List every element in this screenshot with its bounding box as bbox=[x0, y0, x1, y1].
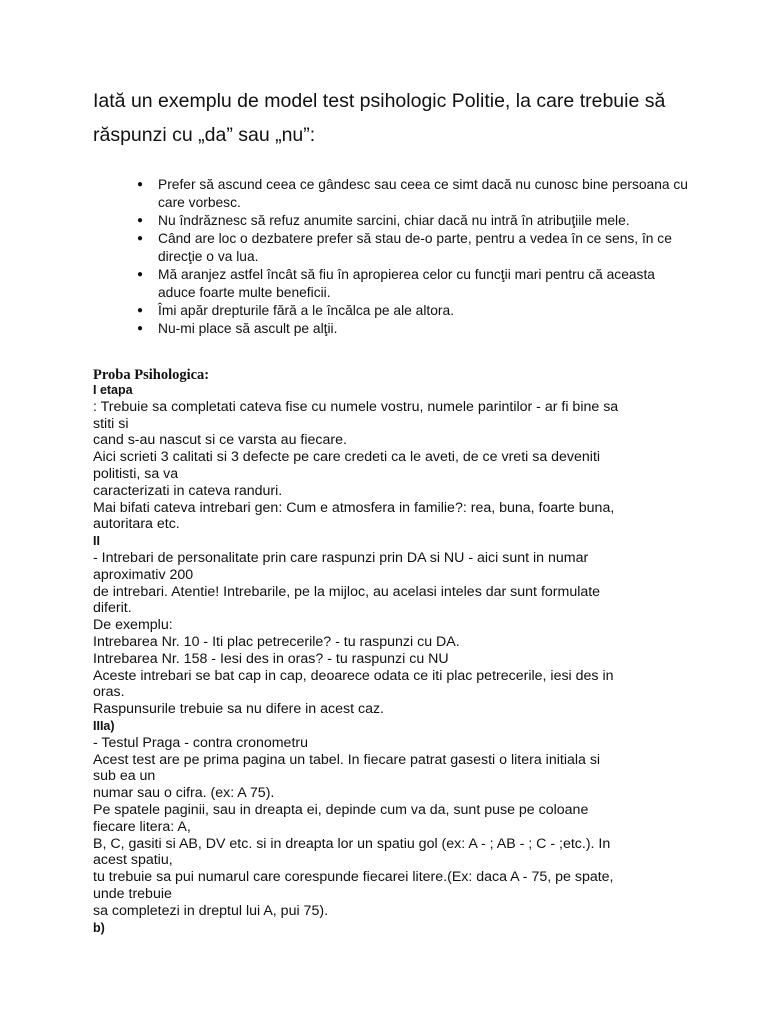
text-line: aproximativ 200 bbox=[93, 566, 194, 583]
section-heading: II bbox=[93, 534, 100, 549]
text-line: de intrebari. Atentie! Intrebarile, pe la mijloc, au acelasi inteles dar sunt formulate bbox=[93, 583, 601, 600]
list-item: ● Nu-mi place să ascult pe alţii. bbox=[93, 320, 693, 338]
text-line: numar sau o cifra. (ex: A 75). bbox=[93, 785, 275, 802]
section-title: Proba Psihologica: bbox=[93, 367, 210, 383]
text-line: tu trebuie sa pui numarul care corespunde fiecarei litere.(Ex: daca A - 75, pe spate, bbox=[93, 869, 614, 886]
text-line: : Trebuie sa completati cateva fise cu numele vostru, numele parintilor - ar fi bine sa bbox=[93, 398, 619, 415]
bullet-list bbox=[93, 176, 693, 338]
text-line: unde trebuie bbox=[93, 885, 172, 902]
section-heading: IIIa) bbox=[93, 718, 115, 733]
section-heading: I etapa bbox=[93, 383, 133, 397]
text-line: stiti si bbox=[93, 415, 129, 432]
list-item: ● Îmi apăr drepturile fără a le încălca pe ale altora. bbox=[93, 302, 693, 320]
text-line: Acest test are pe prima pagina un tabel. In fiecare patrat gasesti o litera initiala si bbox=[93, 751, 601, 768]
list-item: ● Nu îndrăznesc să refuz anumite sarcini, chiar dacă nu intră în atribuţiile mele. bbox=[93, 212, 693, 230]
text-line: Aceste intrebari se bat cap in cap, deoarece odata ce iti plac petrecerile, iesi des in bbox=[93, 667, 614, 684]
text-line: oras. bbox=[93, 684, 125, 701]
text-line: caracterizati in cateva randuri. bbox=[93, 482, 283, 499]
text-line: politisti, sa va bbox=[93, 465, 179, 482]
text-line: Pe spatele paginii, sau in dreapta ei, depinde cum va da, sunt puse pe coloane bbox=[93, 801, 589, 818]
text-line: De exemplu: bbox=[93, 617, 173, 634]
text-line: - Intrebari de personalitate prin care raspunzi prin DA si NU - aici sunt in numar bbox=[93, 549, 589, 566]
text-line: Intrebarea Nr. 10 - Iti plac petrecerile? - tu raspunzi cu DA. bbox=[93, 633, 460, 650]
text-line: sa completezi in dreptul lui A, pui 75). bbox=[93, 902, 329, 919]
text-line: Aici scrieti 3 calitati si 3 defecte pe care credeti ca le aveti, de ce vreti sa deveniti bbox=[93, 449, 601, 466]
list-item: ● Prefer să ascund ceea ce gândesc sau ceea ce simt dacă nu cunosc bine persoana cu care vorbesc. bbox=[93, 176, 693, 212]
section-body bbox=[93, 382, 683, 936]
text-line: cand s-au nascut si ce varsta au fiecare. bbox=[93, 432, 347, 449]
text-line: diferit. bbox=[93, 600, 132, 617]
text-line: Raspunsurile trebuie sa nu difere in acest caz. bbox=[93, 701, 385, 718]
text-line: Mai bifati cateva intrebari gen: Cum e atmosfera in familie?: rea, buna, foarte buna, bbox=[93, 499, 615, 516]
text-line: sub ea un bbox=[93, 768, 156, 785]
intro-title: Iată un exemplu de model test psihologic Politie, la care trebuie să răspunzi cu „da” sau „nu”: bbox=[93, 90, 666, 146]
text-line: B, C, gasiti si AB, DV etc. si in dreapta lor un spatiu gol (ex: A - ; AB - ; C - ;etc.). In bbox=[93, 835, 611, 852]
text-line: Intrebarea Nr. 158 - Iesi des in oras? - tu raspunzi cu NU bbox=[93, 650, 449, 667]
text-line: - Testul Praga - contra cronometru bbox=[93, 734, 309, 751]
section-heading: b) bbox=[93, 920, 105, 935]
list-item: ● Când are loc o dezbatere prefer să stau de-o parte, pentru a vedea în ce sens, în ce direcţie o va lua. bbox=[93, 230, 693, 266]
text-line: fiecare litera: A, bbox=[93, 818, 191, 835]
text-line: acest spatiu, bbox=[93, 852, 173, 869]
list-item: ● Mă aranjez astfel încât să fiu în apropierea celor cu funcţii mari pentru că aceasta aduce foarte multe beneficii. bbox=[93, 266, 693, 302]
text-line: autoritara etc. bbox=[93, 516, 180, 533]
